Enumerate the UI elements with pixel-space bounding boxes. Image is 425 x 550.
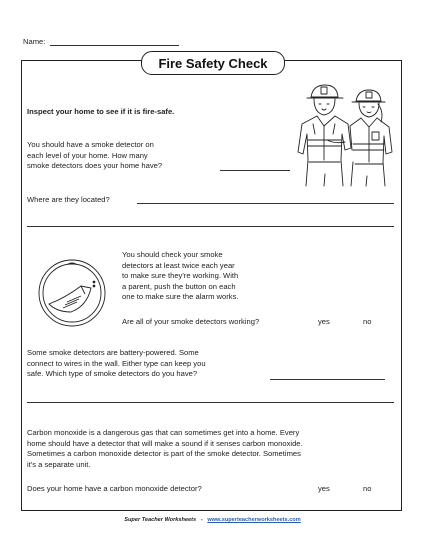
q3-text: You should check your smoke detectors at least twice each year to make sure they're working. With a parent, push the button on each one to make sure the alarm works.: [122, 250, 239, 302]
name-input-line[interactable]: [50, 45, 179, 46]
q2-answer-line-1[interactable]: [137, 203, 394, 204]
name-label: Name:: [23, 37, 46, 46]
q5-question: Does your home have a carbon monoxide detector?: [27, 484, 202, 493]
q5-yes-option[interactable]: yes: [318, 484, 330, 493]
q3-no-option[interactable]: no: [363, 317, 372, 326]
q3-yes-option[interactable]: yes: [318, 317, 330, 326]
footer: [0, 517, 425, 523]
smoke-detector-icon: [37, 258, 107, 328]
q1-answer-line[interactable]: [220, 170, 290, 171]
q2-text: Where are they located?: [27, 195, 110, 204]
footer-separator: -: [200, 517, 203, 523]
footer-brand: Super Teacher Worksheets: [124, 517, 197, 523]
q4-answer-line-2[interactable]: [27, 402, 394, 403]
q4-answer-line-1[interactable]: [270, 379, 385, 380]
q3-question: Are all of your smoke detectors working?: [122, 317, 260, 326]
footer-url-link[interactable]: www.superteacherworksheets.com: [207, 517, 301, 523]
q1-text: You should have a smoke detector on each level of your home. How many smoke detectors does your home have?: [27, 140, 163, 171]
q5-text: Carbon monoxide is a dangerous gas that can sometimes get into a home. Every home should have a detector that will make a sound if it senses carbon monoxide. Sometimes a carbon monoxide detector is part of the smoke detector. Sometimes it's a separate unit.: [27, 428, 303, 469]
q4-text: Some smoke detectors are battery-powered. Some connect to wires in the wall. Either type can keep you safe. Which type of smoke detectors do you have?: [27, 348, 206, 379]
q5-no-option[interactable]: no: [363, 484, 372, 493]
firefighters-illustration: [293, 80, 397, 188]
q2-answer-line-2[interactable]: [27, 226, 394, 227]
page-title: Fire Safety Check: [141, 51, 285, 75]
intro-text: Inspect your home to see if it is fire-safe.: [27, 107, 175, 116]
